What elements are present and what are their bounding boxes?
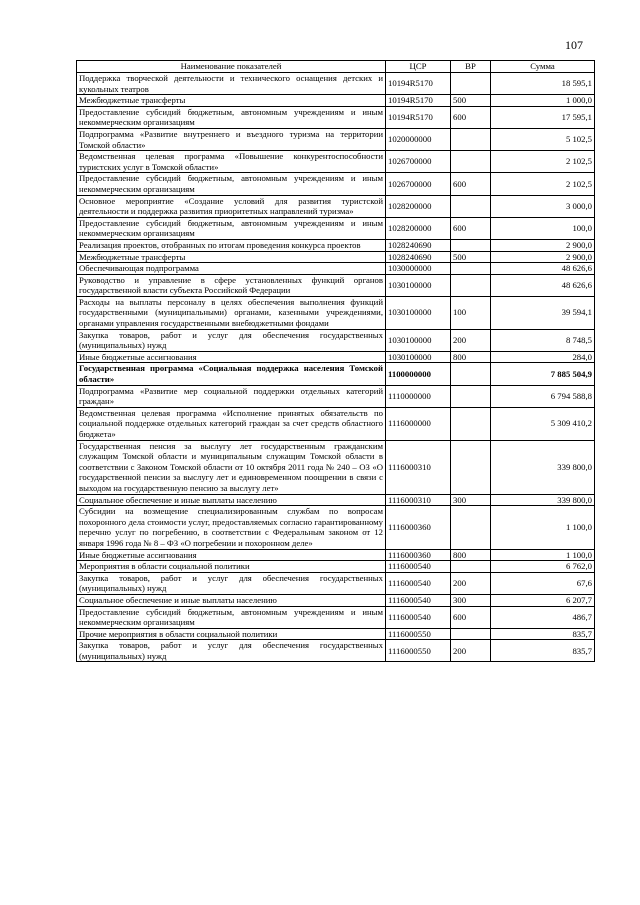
table-row <box>77 195 595 217</box>
row-vr-cell: 600 <box>451 217 491 239</box>
table-row <box>77 549 595 561</box>
row-sum-cell: 18 595,1 <box>491 73 595 95</box>
row-csr-cell: 1020000000 <box>386 128 451 150</box>
row-csr-cell: 1116000540 <box>386 561 451 573</box>
row-name-cell: Подпрограмма «Развитие мер социальной поддержки отдельных категорий граждан» <box>77 385 386 407</box>
row-vr-cell: 200 <box>451 572 491 594</box>
row-sum-cell: 7 885 504,9 <box>491 363 595 385</box>
row-sum-cell: 1 100,0 <box>491 506 595 549</box>
row-csr-cell: 1028240690 <box>386 251 451 263</box>
row-csr-cell: 1116000540 <box>386 594 451 606</box>
table-row <box>77 385 595 407</box>
row-name-cell: Иные бюджетные ассигнования <box>77 549 386 561</box>
row-sum-cell: 2 102,5 <box>491 151 595 173</box>
row-name-cell: Предоставление субсидий бюджетным, автономным учреждениям и иным некоммерческим организациям <box>77 173 386 195</box>
row-csr-cell: 1026700000 <box>386 173 451 195</box>
row-sum-cell: 835,7 <box>491 628 595 640</box>
table-row <box>77 606 595 628</box>
row-csr-cell: 1116000000 <box>386 407 451 440</box>
table-row <box>77 106 595 128</box>
table-row <box>77 151 595 173</box>
row-sum-cell: 48 626,6 <box>491 263 595 275</box>
row-name-cell: Социальное обеспечение и иные выплаты населению <box>77 594 386 606</box>
row-vr-cell: 200 <box>451 640 491 662</box>
row-name-cell: Реализация проектов, отобранных по итогам проведения конкурса проектов <box>77 239 386 251</box>
table-row <box>77 239 595 251</box>
table-row <box>77 561 595 573</box>
row-name-cell: Иные бюджетные ассигнования <box>77 351 386 363</box>
row-name-cell: Государственная программа «Социальная поддержка населения Томской области» <box>77 363 386 385</box>
row-sum-cell: 48 626,6 <box>491 274 595 296</box>
row-sum-cell: 8 748,5 <box>491 329 595 351</box>
row-vr-cell: 300 <box>451 594 491 606</box>
row-sum-cell: 486,7 <box>491 606 595 628</box>
row-sum-cell: 5 309 410,2 <box>491 407 595 440</box>
row-vr-cell <box>451 274 491 296</box>
table-row <box>77 217 595 239</box>
row-vr-cell <box>451 440 491 494</box>
row-sum-cell: 1 100,0 <box>491 549 595 561</box>
row-csr-cell: 1116000360 <box>386 549 451 561</box>
row-csr-cell: 1116000540 <box>386 606 451 628</box>
table-row <box>77 407 595 440</box>
row-csr-cell: 1116000310 <box>386 494 451 506</box>
row-sum-cell: 3 000,0 <box>491 195 595 217</box>
row-csr-cell: 1028200000 <box>386 217 451 239</box>
row-name-cell: Расходы на выплаты персоналу в целях обеспечения выполнения функций государственными (муниципальными) органами, казенными учреждениями, органами управления государственными внебюджетными фондами <box>77 296 386 329</box>
row-name-cell: Ведомственная целевая программа «Повышение конкурентоспособности туристских услуг в Томской области» <box>77 151 386 173</box>
row-name-cell: Прочие мероприятия в области социальной политики <box>77 628 386 640</box>
table-row <box>77 173 595 195</box>
row-vr-cell: 100 <box>451 296 491 329</box>
row-name-cell: Закупка товаров, работ и услуг для обеспечения государственных (муниципальных) нужд <box>77 572 386 594</box>
table-row <box>77 274 595 296</box>
row-vr-cell: 600 <box>451 606 491 628</box>
row-name-cell: Ведомственная целевая программа «Исполнение принятых обязательств по социальной поддержке отдельных категорий граждан за счет средств областного бюджета» <box>77 407 386 440</box>
row-vr-cell: 600 <box>451 173 491 195</box>
row-vr-cell: 300 <box>451 494 491 506</box>
row-vr-cell <box>451 385 491 407</box>
row-sum-cell: 6 762,0 <box>491 561 595 573</box>
row-sum-cell: 67,6 <box>491 572 595 594</box>
row-vr-cell <box>451 73 491 95</box>
row-csr-cell: 1030100000 <box>386 274 451 296</box>
table-row <box>77 296 595 329</box>
table-row <box>77 128 595 150</box>
row-vr-cell <box>451 128 491 150</box>
header-sum: Сумма <box>491 61 595 73</box>
row-name-cell: Межбюджетные трансферты <box>77 95 386 107</box>
row-name-cell: Предоставление субсидий бюджетным, автономным учреждениям и иным некоммерческим организациям <box>77 217 386 239</box>
row-vr-cell <box>451 506 491 549</box>
row-sum-cell: 284,0 <box>491 351 595 363</box>
row-vr-cell: 500 <box>451 95 491 107</box>
row-name-cell: Межбюджетные трансферты <box>77 251 386 263</box>
row-csr-cell: 1028200000 <box>386 195 451 217</box>
row-sum-cell: 2 900,0 <box>491 251 595 263</box>
row-csr-cell: 1030100000 <box>386 351 451 363</box>
table-row <box>77 251 595 263</box>
row-vr-cell: 600 <box>451 106 491 128</box>
row-sum-cell: 5 102,5 <box>491 128 595 150</box>
header-vr: ВР <box>451 61 491 73</box>
row-vr-cell <box>451 363 491 385</box>
budget-table <box>76 60 595 662</box>
row-name-cell: Социальное обеспечение и иные выплаты населению <box>77 494 386 506</box>
row-vr-cell: 800 <box>451 549 491 561</box>
table-row <box>77 263 595 275</box>
header-csr: ЦСР <box>386 61 451 73</box>
header-name: Наименование показателей <box>77 61 386 73</box>
table-header-row <box>77 61 595 73</box>
row-csr-cell: 1110000000 <box>386 385 451 407</box>
row-sum-cell: 2 900,0 <box>491 239 595 251</box>
table-row <box>77 363 595 385</box>
table-row <box>77 73 595 95</box>
table-row <box>77 640 595 662</box>
table-row <box>77 95 595 107</box>
row-name-cell: Подпрограмма «Развитие внутреннего и въездного туризма на территории Томской области» <box>77 128 386 150</box>
row-name-cell: Закупка товаров, работ и услуг для обеспечения государственных (муниципальных) нужд <box>77 640 386 662</box>
row-sum-cell: 1 000,0 <box>491 95 595 107</box>
row-vr-cell <box>451 628 491 640</box>
table-row <box>77 506 595 549</box>
row-sum-cell: 339 800,0 <box>491 494 595 506</box>
row-name-cell: Закупка товаров, работ и услуг для обеспечения государственных (муниципальных) нужд <box>77 329 386 351</box>
row-csr-cell: 1116000360 <box>386 506 451 549</box>
row-vr-cell <box>451 151 491 173</box>
row-name-cell: Предоставление субсидий бюджетным, автономным учреждениям и иным некоммерческим организациям <box>77 606 386 628</box>
row-name-cell: Поддержка творческой деятельности и технического оснащения детских и кукольных театров <box>77 73 386 95</box>
table-row <box>77 351 595 363</box>
row-csr-cell: 1116000550 <box>386 628 451 640</box>
row-csr-cell: 1030100000 <box>386 296 451 329</box>
row-sum-cell: 6 794 588,8 <box>491 385 595 407</box>
table-row <box>77 329 595 351</box>
table-body <box>77 73 595 662</box>
row-csr-cell: 1030000000 <box>386 263 451 275</box>
row-name-cell: Обеспечивающая подпрограмма <box>77 263 386 275</box>
table-row <box>77 440 595 494</box>
row-sum-cell: 339 800,0 <box>491 440 595 494</box>
row-name-cell: Субсидии на возмещение специализированным службам по вопросам похоронного дела стоимости услуг, предоставляемых согласно гарантированному перечню услуг по погребению, в соответствии с Федеральным законом от 12 января 1996 года № 8 – ФЗ «О погребении и похоронном деле» <box>77 506 386 549</box>
row-name-cell: Мероприятия в области социальной политики <box>77 561 386 573</box>
table-row <box>77 628 595 640</box>
row-csr-cell: 1028240690 <box>386 239 451 251</box>
table-row <box>77 572 595 594</box>
row-sum-cell: 835,7 <box>491 640 595 662</box>
row-csr-cell: 1116000310 <box>386 440 451 494</box>
row-name-cell: Основное мероприятие «Создание условий для развития туристской деятельности и поддержка развития приоритетных направлений туризма» <box>77 195 386 217</box>
row-vr-cell <box>451 561 491 573</box>
row-sum-cell: 2 102,5 <box>491 173 595 195</box>
table-row <box>77 594 595 606</box>
row-vr-cell <box>451 239 491 251</box>
row-sum-cell: 6 207,7 <box>491 594 595 606</box>
page-number: 107 <box>565 38 583 52</box>
row-csr-cell: 10194R5170 <box>386 95 451 107</box>
row-vr-cell <box>451 407 491 440</box>
row-csr-cell: 1026700000 <box>386 151 451 173</box>
row-vr-cell: 200 <box>451 329 491 351</box>
row-name-cell: Государственная пенсия за выслугу лет государственным гражданским служащим Томской области и муниципальным служащим Томской области в соответствии с Законом Томской области от 10 октября 2011 года № 240 – ОЗ «О государственной пенсии за выслугу лет и единовременном поощрении в связи с выходом на государственную пенсию за выслугу лет» <box>77 440 386 494</box>
row-name-cell: Руководство и управление в сфере установленных функций органов государственной власти субъекта Российской Федерации <box>77 274 386 296</box>
row-csr-cell: 10194R5170 <box>386 106 451 128</box>
row-csr-cell: 1100000000 <box>386 363 451 385</box>
row-name-cell: Предоставление субсидий бюджетным, автономным учреждениям и иным некоммерческим организациям <box>77 106 386 128</box>
row-csr-cell: 1030100000 <box>386 329 451 351</box>
row-sum-cell: 17 595,1 <box>491 106 595 128</box>
row-vr-cell: 800 <box>451 351 491 363</box>
row-csr-cell: 1116000540 <box>386 572 451 594</box>
row-csr-cell: 1116000550 <box>386 640 451 662</box>
row-vr-cell <box>451 263 491 275</box>
row-csr-cell: 10194R5170 <box>386 73 451 95</box>
table-row <box>77 494 595 506</box>
row-vr-cell <box>451 195 491 217</box>
row-sum-cell: 39 594,1 <box>491 296 595 329</box>
row-sum-cell: 100,0 <box>491 217 595 239</box>
row-vr-cell: 500 <box>451 251 491 263</box>
